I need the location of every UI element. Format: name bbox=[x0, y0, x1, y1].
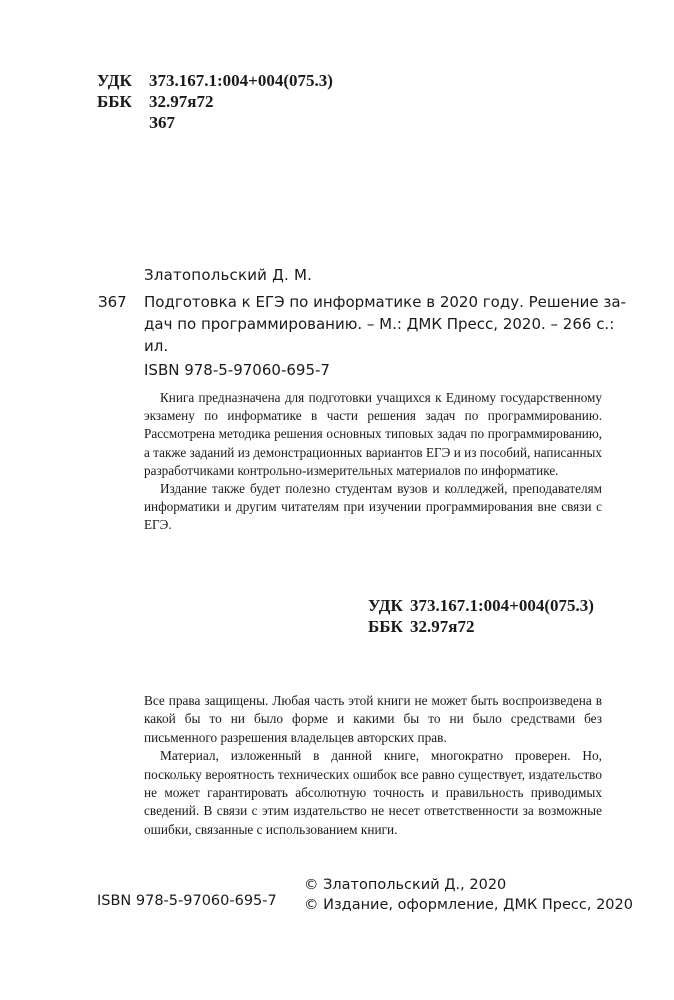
rights-paragraph-2: Материал, изложенный в данной книге, многократно проверен. Но, поскольку вероятность технических ошибок все равно существует, издательство не может гарантировать абсолютную точность и правильность приводимых сведений. В связи с этим издательство не несет ответственности за возможные ошибки, связанные с использованием книги. bbox=[144, 748, 602, 837]
udk-label-bottom: УДК bbox=[368, 596, 403, 615]
title-line-3: ил. bbox=[144, 337, 169, 355]
author-mark: З67 bbox=[149, 113, 175, 132]
copyright-publisher: © Издание, оформление, ДМК Пресс, 2020 bbox=[304, 897, 633, 913]
udk-value: 373.167.1:004+004(075.3) bbox=[149, 71, 333, 90]
rights-paragraph-1: Все права защищены. Любая часть этой книги не может быть воспроизведена в какой бы то ни было форме и какими бы то ни было средствами без письменного разрешения владельцев авторских прав. bbox=[144, 693, 602, 745]
annotation bbox=[144, 389, 602, 535]
book-title bbox=[144, 291, 626, 357]
bbk-value: 32.97я72 bbox=[149, 92, 214, 111]
classification-bottom bbox=[368, 595, 594, 637]
bbk-row-top bbox=[97, 91, 333, 112]
author-mark-left: З67 bbox=[98, 293, 127, 311]
annotation-paragraph-1: Книга предназначена для подготовки учащихся к Единому государственному экзамену по информатике в части решения задач по программированию. Рассмотрена методика решения основных типовых задач по программированию, а также заданий из демонстрационных вариантов ЕГЭ и из пособий, написанных разработчиками контрольно-измерительных материалов по информатике. bbox=[144, 390, 602, 478]
copyright-author: © Златопольский Д., 2020 bbox=[304, 877, 507, 893]
copyright-block bbox=[304, 875, 633, 915]
rights-notice bbox=[144, 692, 602, 839]
bbk-row-bottom bbox=[368, 616, 594, 637]
annotation-paragraph-2: Издание также будет полезно студентам вузов и колледжей, преподавателям информатики и другим читателям при изучении программирования вне связи с ЕГЭ. bbox=[144, 481, 602, 533]
bbk-value-bottom: 32.97я72 bbox=[410, 617, 475, 636]
udk-value-bottom: 373.167.1:004+004(075.3) bbox=[410, 596, 594, 615]
isbn-footer: ISBN 978-5-97060-695-7 bbox=[97, 893, 277, 909]
udk-row-top bbox=[97, 70, 333, 91]
udk-row-bottom bbox=[368, 595, 594, 616]
bbk-label-bottom: ББК bbox=[368, 617, 403, 636]
classification-top bbox=[97, 70, 333, 133]
isbn-record: ISBN 978-5-97060-695-7 bbox=[144, 361, 330, 379]
author-mark-row-top bbox=[97, 112, 333, 133]
bbk-label: ББК bbox=[97, 92, 132, 111]
author-name: Златопольский Д. М. bbox=[144, 266, 313, 284]
title-line-1: Подготовка к ЕГЭ по информатике в 2020 году. Решение за- bbox=[144, 293, 626, 311]
udk-label: УДК bbox=[97, 71, 132, 90]
title-line-2: дач по программированию. – М.: ДМК Пресс, 2020. – 266 с.: bbox=[144, 315, 615, 333]
